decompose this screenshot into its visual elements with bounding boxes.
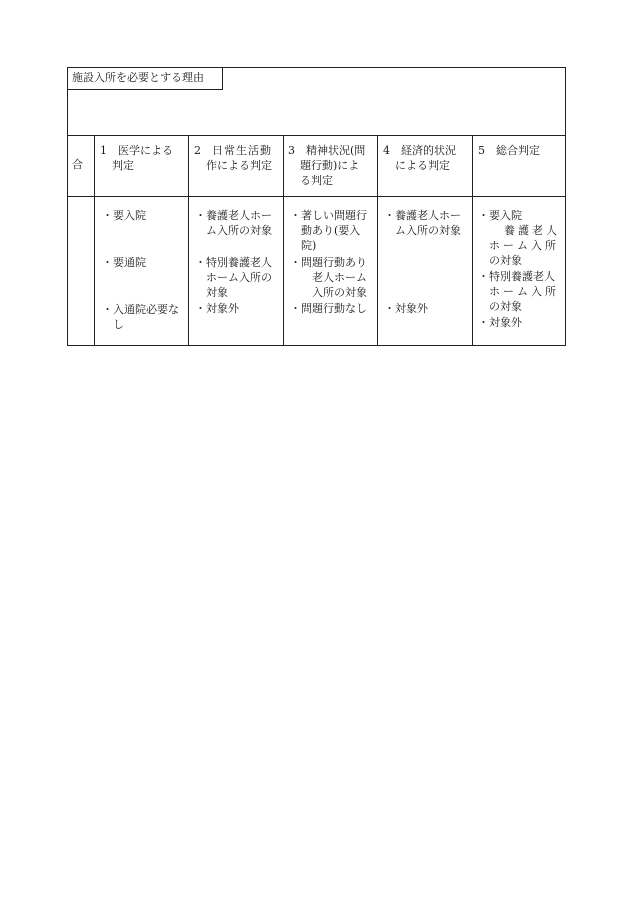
heading-line: 経済的状況 (401, 144, 456, 157)
heading-line: 医学による (118, 144, 173, 157)
list-item-continued: し (113, 318, 124, 331)
table-column-divider (94, 135, 95, 346)
table-column-divider (188, 135, 189, 346)
list-item: ・著しい問題行 (290, 209, 367, 222)
column-number: 5 (478, 144, 485, 157)
list-item-continued: 動あり(要入 (301, 224, 361, 237)
heading-line: 総合判定 (496, 144, 540, 157)
column-3-body (290, 208, 377, 344)
list-item-continued: 院) (301, 239, 317, 252)
list-item-continued: 入所の対象 (312, 286, 367, 299)
heading-line: 作による判定 (206, 159, 272, 172)
reason-label-text: 施設入所を必要とする理由 (72, 71, 204, 84)
list-item-continued: ホーム入所 (489, 239, 559, 252)
list-item: ・要通院 (102, 256, 146, 269)
column-number: 4 (383, 144, 390, 157)
list-item: ・問題行動なし (290, 302, 367, 315)
table-column-divider (283, 135, 284, 346)
heading-line: による判定 (395, 159, 450, 172)
reason-label (67, 67, 223, 90)
left-label: 合 (72, 158, 83, 171)
list-item: ・養護老人ホー (384, 209, 461, 222)
list-item-continued: ム入所の対象 (206, 224, 272, 237)
list-item: ・要入院 (478, 209, 522, 222)
list-item: ・対象外 (195, 302, 239, 315)
heading-line: 判定 (112, 159, 134, 172)
list-item-continued: ホーム入所 (489, 285, 559, 298)
heading-line: る判定 (300, 174, 333, 187)
heading-line: 題行動)によ (300, 159, 360, 172)
list-item-continued: の対象 (489, 254, 522, 267)
table-rule-header (67, 196, 566, 197)
column-4-body (384, 208, 471, 344)
list-item: ・対象外 (478, 316, 522, 329)
heading-line: 日常生活動 (212, 144, 272, 157)
table-rule-top (67, 135, 566, 136)
list-item: ・特別養護老人 (478, 270, 555, 283)
table-column-divider (472, 135, 473, 346)
column-number: 1 (100, 144, 107, 157)
list-item: ・養護老人ホー (195, 209, 272, 222)
list-item-continued: 対象 (206, 286, 228, 299)
column-number: 3 (288, 144, 295, 157)
list-item-continued: ホーム入所の (206, 271, 272, 284)
list-item-continued: の対象 (489, 300, 522, 313)
list-item: ・要入院 (102, 209, 146, 222)
list-item-continued: 養護老人 (504, 224, 560, 237)
list-item: ・特別養護老人 (195, 256, 272, 269)
column-number: 2 (194, 144, 201, 157)
list-item-continued: 老人ホーム (312, 271, 367, 284)
heading-line: 精神状況(問 (306, 144, 366, 157)
list-item: ・問題行動あり (290, 256, 367, 269)
column-2-body (195, 208, 282, 344)
column-1-body (102, 208, 187, 344)
list-item: ・対象外 (384, 302, 428, 315)
list-item-continued: ム入所の対象 (395, 224, 461, 237)
column-5-body (478, 208, 565, 344)
list-item: ・入通院必要な (102, 303, 179, 316)
table-column-divider (377, 135, 378, 346)
